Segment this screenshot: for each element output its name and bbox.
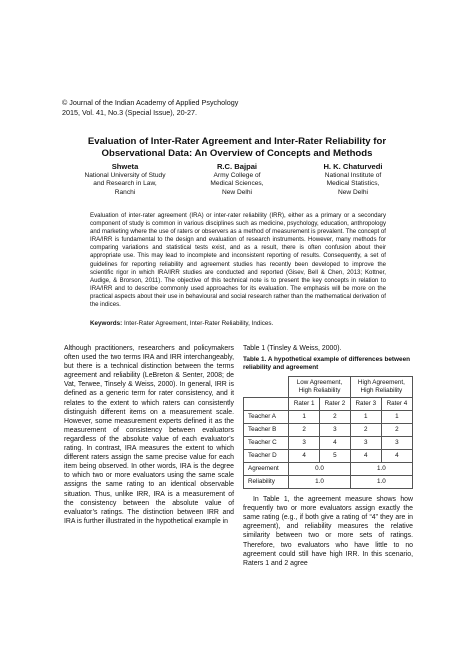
title-line-2: Observational Data: An Overview of Concepts and Methods [101,148,373,159]
table-column-header: Rater 4 [381,398,412,411]
body-column-left: Although practitioners, researchers and policymakers often used the two terms IRA and IRR interchangeably, but there is a technical distinction between the terms agreement and reliability (LeBreton & Senter, 2008; de Vat, Terwee, Tinsely & Weiss, 2000). In general, IRR is defined as a generic term for rater consistency, and it relates to the extent to which raters can consistently distinguish different items on a measurement scale. However, some measurement experts defined it as the measurement of consistency between evaluators regardless of the absolute value of each evaluator’s rating. In contrast, IRA measures the extent to which different raters assign the same precise value for each item being observed. In other words, IRA is the degree to which two or more evaluators using the same scale assigns the same rating to an identical observable situation. Thus, unlike IRR, IRA is a measurement of the consistency between the absolute value of evaluator’s ratings. The distinction between IRR and IRA is further illustrated in the hypothetical example in [64,345,234,525]
journal-line-2: 2015, Vol. 41, No.3 (Special Issue), 20-27. [62,108,198,117]
table-cell: 3 [289,437,320,450]
table-column-header: Rater 1 [289,398,320,411]
body-paragraph: In Table 1, the agreement measure shows how frequently two or more evaluators assign exactly the same rating (e.g., if both give a rating of “4” they are in agreement), and reliability measures the relative similarity between two or more sets of ratings. Therefore, two evaluators who have little to no agreement could still have high IRR. In this scenario, Raters 1 and 2 agree [243,496,413,567]
author-affiliation: National Institute of [324,172,382,179]
author-3 [294,162,412,197]
table-row [244,424,413,437]
table-cell: 4 [289,450,320,463]
table-row-label: Reliability [244,476,289,489]
table-row [244,437,413,450]
table-row-label: Teacher D [244,450,289,463]
table-cell: 1.0 [350,476,412,489]
paper-title [62,136,412,160]
table-corner-cell [244,398,289,411]
abstract: Evaluation of inter-rater agreement (IRA) or inter-rater reliability (IRR), either as a primary or a secondary component of study is common in various disciplines such as medicine, psychology, education, anthropology and marketing where the use of raters or observers as a method of measurement is prevalent. The concept of IRA/IRR is fundamental to the design and evaluation of research instruments. However, many methods for comparing variations and statistical tests exist, and as a result, there is often confusion about their appropriate use. This may lead to incomplete and inconsistent reporting of results. Consequently, a set of guidelines for reporting reliability and agreement studies has recently been developed to improve the scientific rigor in which IRA/IRR studies are conducted and reported (Gisev, Bell & Chen, 2013; Kottner, Audige, & Brorson, 2011). The objective of this technical note is to present the key concepts in relation to IRA/IRR and to describe commonly used approaches for its evaluation. The emphasis will be more on the practical aspects about their use in behavioural and social research rather than the mathematical derivation of the indices. [90,212,386,309]
keywords-label: Keywords: [90,320,123,327]
table-cell: 1 [381,411,412,424]
author-affiliation: and Research in Law, [93,180,157,188]
keywords-text: Inter-Rater Agreement, Inter-Rater Reliability, Indices. [122,320,274,327]
author-affiliation: New Delhi [337,188,369,196]
table-cell: 2 [320,411,351,424]
table-cell: 4 [320,437,351,450]
table-column-header: Rater 2 [320,398,351,411]
author-affiliation: Medical Sciences, [210,180,264,188]
author-name: H. K. Chaturvedi [323,162,383,171]
journal-citation [62,98,422,118]
data-table [243,376,413,489]
table-row-label: Agreement [244,463,289,476]
table-cell: 3 [381,437,412,450]
author-block [62,162,412,202]
author-name: R.C. Bajpai [216,162,258,171]
author-affiliation: Army College of [213,172,261,179]
table-cell: 0.0 [289,463,350,476]
author-affiliation: Medical Statistics, [326,180,380,188]
body-column-right [243,344,413,568]
keywords [90,320,386,328]
journal-line-1: © Journal of the Indian Academy of Applied Psychology [62,98,239,107]
table-group-header: Low Agreement, High Reliability [289,377,350,398]
table-column-header: Rater 3 [350,398,381,411]
author-affiliation: New Delhi [221,188,253,196]
table-summary-row [244,463,413,476]
author-affiliation: Ranchi [114,188,136,196]
author-affiliation: National University of Study [84,172,166,179]
table-cell: 5 [320,450,351,463]
table-row-label: Teacher C [244,437,289,450]
author-name: Shweta [111,162,139,171]
table-cell: 3 [320,424,351,437]
title-line-1: Evaluation of Inter-Rater Agreement and Inter-Rater Reliability for [87,136,387,147]
table-summary-row [244,476,413,489]
table-cell: 4 [381,450,412,463]
table-corner-cell [244,377,289,398]
table-cell: 4 [350,450,381,463]
table-row [244,450,413,463]
table-row-label: Teacher A [244,411,289,424]
table-header-row [244,398,413,411]
table-cell: 2 [350,424,381,437]
table-cell: 1.0 [350,463,412,476]
author-2 [184,162,290,197]
table-group-header-row [244,377,413,398]
table-cell: 1 [289,411,320,424]
table-cell: 1 [350,411,381,424]
author-1 [66,162,184,197]
table-reference-text: Table 1 (Tinsley & Weiss, 2000). [243,345,342,352]
table-cell: 1.0 [289,476,350,489]
table-cell: 3 [350,437,381,450]
table-row [244,411,413,424]
table-group-header: High Agreement, High Reliability [350,377,412,398]
table-row-label: Teacher B [244,424,289,437]
table-cell: 2 [381,424,412,437]
table-caption: Table 1. A hypothetical example of differences between reliability and agreement [243,356,411,372]
table-cell: 2 [289,424,320,437]
